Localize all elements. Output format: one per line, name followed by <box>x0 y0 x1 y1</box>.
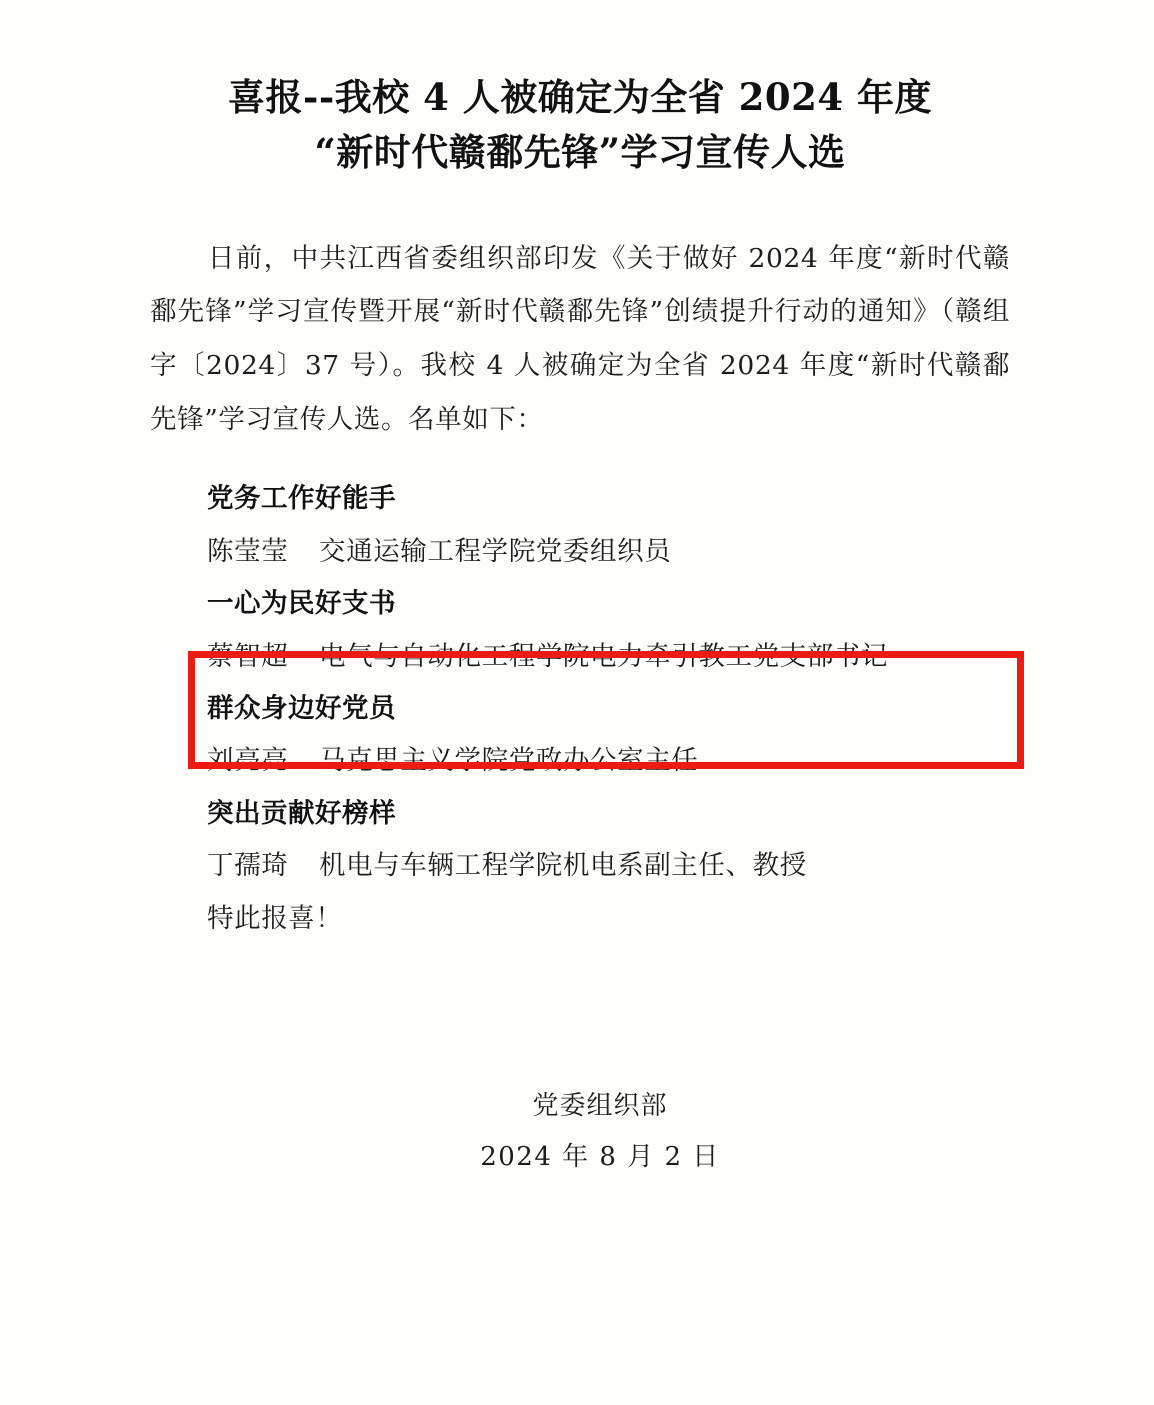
closing-line: 特此报喜！ <box>207 902 343 934</box>
category-title: 一心为民好支书 <box>207 588 396 620</box>
list-item <box>150 683 1010 788</box>
document-body <box>150 70 1010 1183</box>
honoree-position: 电气与自动化工程学院电力牵引教工党支部书记 <box>319 640 889 672</box>
intro-paragraph-text: 日前，中共江西省委组织部印发《关于做好 2024 年度“新时代赣鄱先锋”学习宣传暨开展“新时代赣鄱先锋”创绩提升行动的通知》（赣组字〔2024〕37 号）。我校 4 人被确定为全省 2024 年度“新时代赣鄱先锋”学习宣传人选。名单如下： <box>150 242 1010 435</box>
page-title <box>150 70 1010 180</box>
list-item <box>150 578 1010 683</box>
signature-organization: 党委组织部 <box>532 1091 668 1122</box>
category-title: 群众身边好党员 <box>207 693 396 724</box>
signature-block <box>150 1081 1010 1182</box>
honoree-row <box>150 840 1010 892</box>
honoree-row <box>150 526 1010 578</box>
honoree-position: 马克思主义学院党政办公室主任 <box>319 745 699 777</box>
list-item <box>150 473 1010 578</box>
honoree-position: 交通运输工程学院党委组织员 <box>319 535 672 567</box>
title-line-1: 喜报--我校 4 人被确定为全省 2024 年度 <box>228 75 932 119</box>
honoree-list <box>150 473 1010 893</box>
title-line-2: “新时代赣鄱先锋”学习宣传人选 <box>314 129 846 174</box>
honoree-name: 刘亮亮 <box>207 745 289 777</box>
category-title: 突出贡献好榜样 <box>207 797 396 829</box>
honoree-name: 蔡智超 <box>207 640 289 672</box>
intro-paragraph <box>150 232 1010 447</box>
category-title: 党务工作好能手 <box>207 483 396 515</box>
list-item <box>150 788 1010 893</box>
honoree-position: 机电与车辆工程学院机电系副主任、教授 <box>319 850 807 882</box>
honoree-row <box>150 631 1010 683</box>
honoree-name: 丁孺琦 <box>207 850 289 882</box>
honoree-name: 陈莹莹 <box>207 535 289 567</box>
signature-date: 2024 年 8 月 2 日 <box>480 1142 720 1173</box>
honoree-row <box>150 735 1010 787</box>
